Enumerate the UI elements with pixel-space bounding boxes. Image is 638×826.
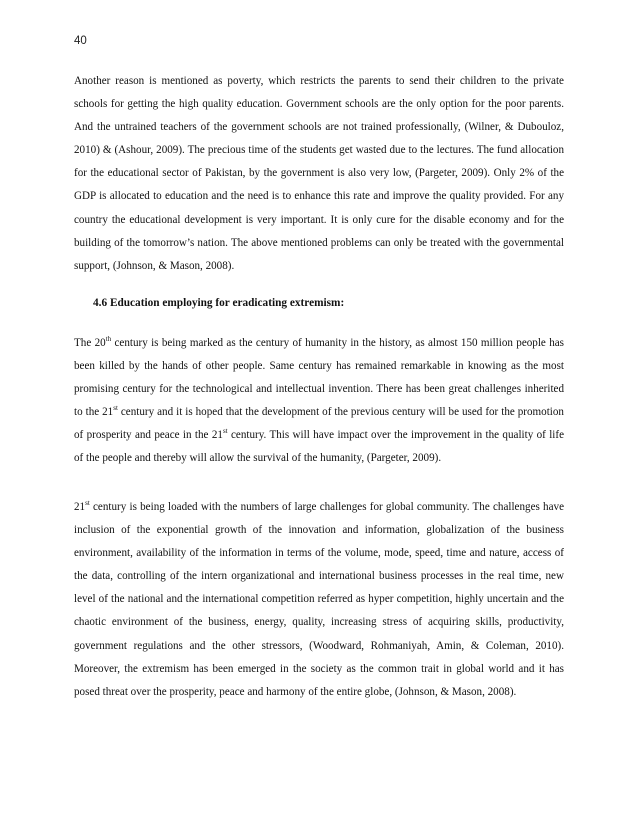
superscript: st bbox=[85, 499, 90, 507]
page-number: 40 bbox=[74, 35, 87, 47]
superscript: st bbox=[222, 427, 228, 436]
paragraph-21st-century bbox=[74, 496, 564, 704]
section-heading: 4.6 Education employing for eradicating extremism: bbox=[93, 297, 345, 309]
text-run: century is being loaded with the numbers of large challenges for global community. The challenges have inclusion of the exponential growth of the innovation and information, globalization of the business environment, availability of the information in terms of the volume, mode, speed, time and nature, access of the data, controlling of the intern organizational and international business processes in the real time, new level of the national and the international competition referred as hyper competition, highly uncertain and the chaotic environment of the business, energy, quality, increasing stress of acquiring skills, productivity, government regulations and the other stressors, (Woodward, Rohmaniyah, Amin, & Coleman, 2010). Moreover, the extremism has been emerged in the society as the common trait in global world and it has posed threat over the prosperity, peace and harmony of the entire globe, (Johnson, & Mason, 2008). bbox=[74, 501, 564, 698]
text-run: The 20 bbox=[74, 337, 106, 349]
text-run: 21 bbox=[74, 501, 86, 513]
text-run: century is being marked as the century of humanity in the history, as almost 150 million people has been killed by the hands of other people. Same century has remained remarkable in knowing as the most promising century for the technological and intellectual invention. There has been great challenges inherited to the 21 bbox=[74, 337, 564, 419]
text-run: century. This will have impact over the improvement in the quality of life of the people and thereby will allow the survival of the humanity, (Pargeter, 2009). bbox=[74, 429, 564, 465]
paragraph-poverty: Another reason is mentioned as poverty, which restricts the parents to send their children to the private schools for getting the high quality education. Government schools are the only option for the poor parents. And the untrained teachers of the government schools are not trained professionally, (Wilner, & Dubouloz, 2010) & (Ashour, 2009). The precious time of the students get wasted due to the lectures. The fund allocation for the educational sector of Pakistan, by the government is also very low, (Pargeter, 2009). Only 2% of the GDP is allocated to education and the need is to enhance this rate and improve the quality provided. For any country the educational development is very important. It is only cure for the disable economy and for the building of the tomorrow’s nation. The above mentioned problems can only be treated with the governmental support, (Johnson, & Mason, 2008). bbox=[74, 75, 564, 272]
superscript: th bbox=[105, 335, 112, 343]
text-run: century and it is hoped that the development of the previous century will be used for the promotion of prosperity and peace in the 21 bbox=[74, 406, 564, 442]
paragraph-20th-century bbox=[74, 332, 564, 471]
superscript: st bbox=[113, 404, 118, 413]
